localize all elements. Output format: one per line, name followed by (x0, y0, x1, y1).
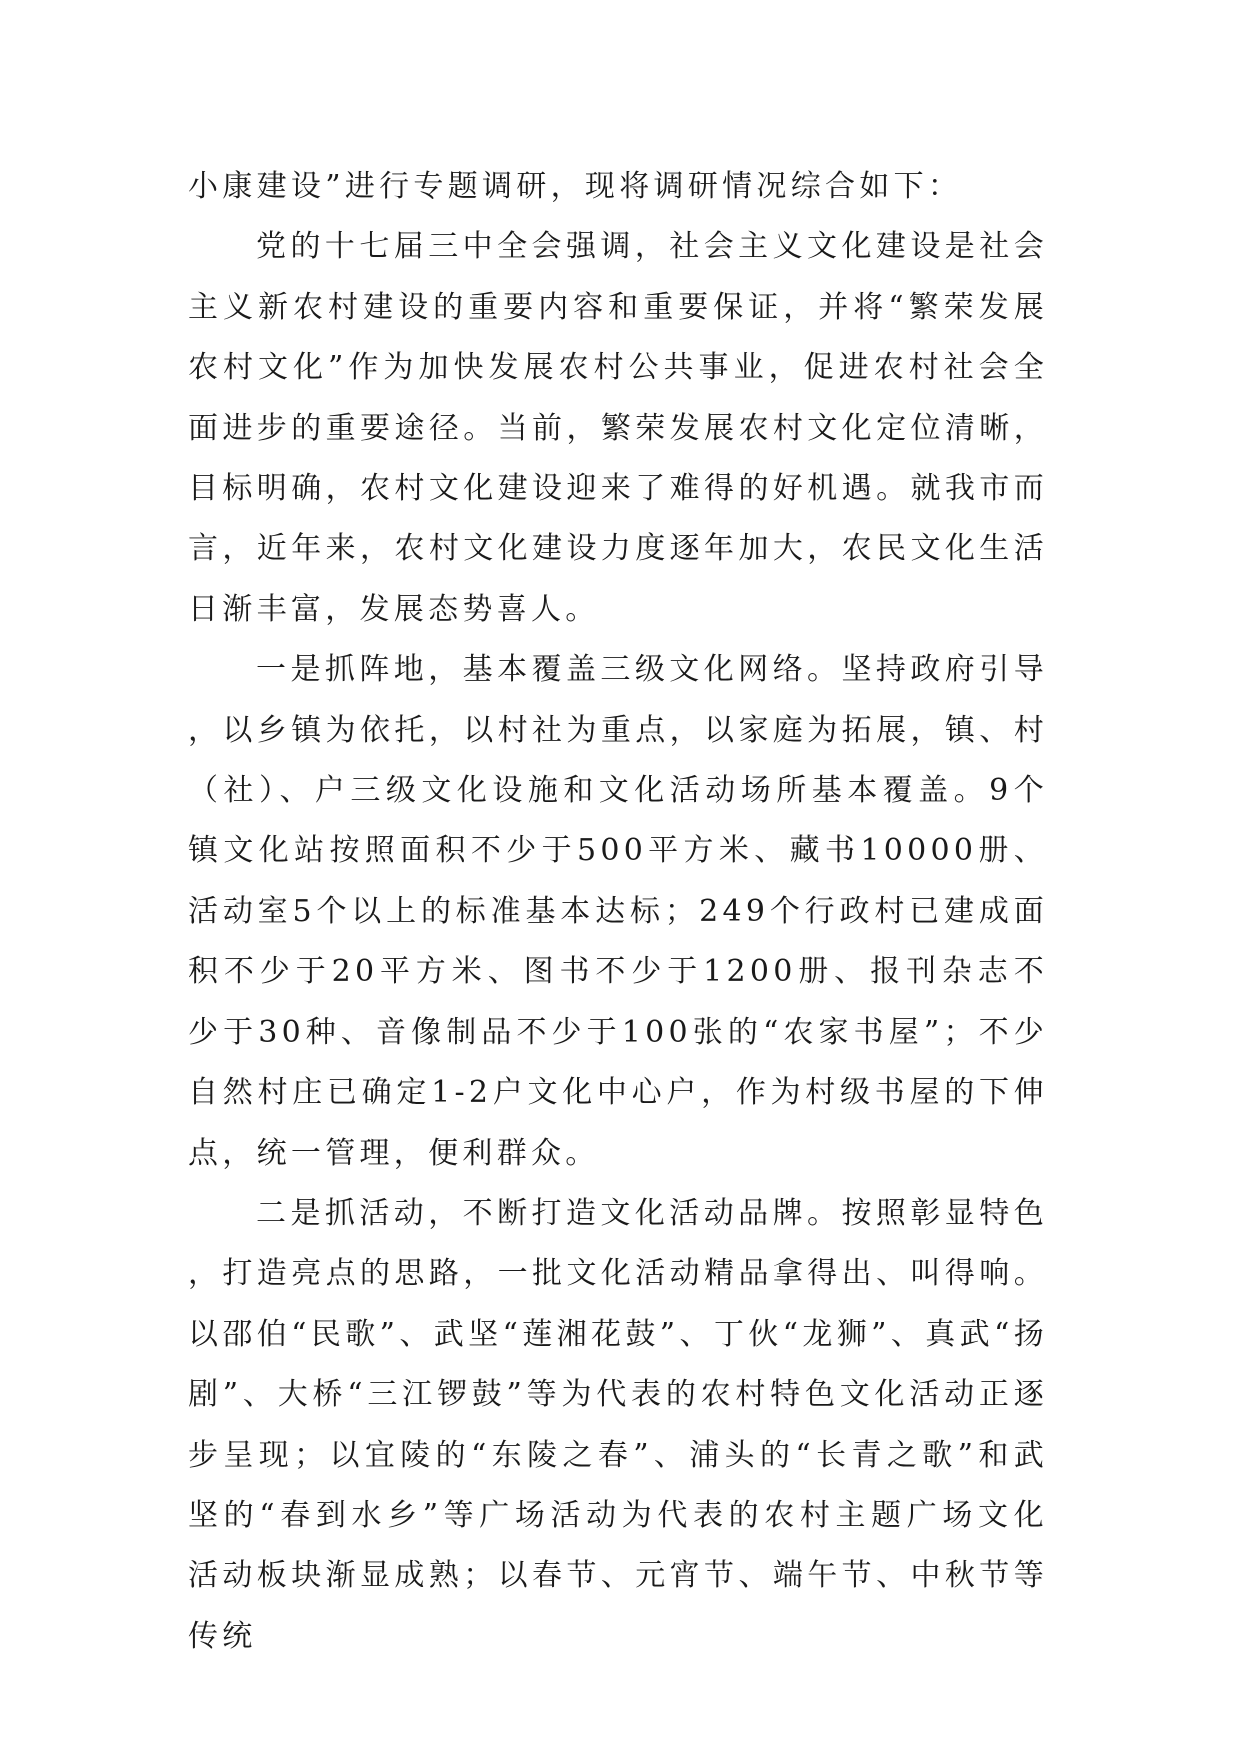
paragraph-continuation: 小康建设”进行专题调研，现将调研情况综合如下： (188, 169, 963, 204)
paragraph-point-two: 二是抓活动，不断打造文化活动品牌。按照彰显特色，打造亮点的思路，一批文化活动精品拿得出、叫得响。以邵伯“民歌”、武坚“莲湘花鼓”、丁伙“龙狮”、真武“扬剧”、大桥“三江锣鼓”等为代表的农村特色文化活动正逐步呈现；以宜陵的“东陵之春”、浦头的“长青之歌”和武坚的“春到水乡”等广场活动为代表的农村主题广场文化活动板块渐显成熟；以春节、元宵节、端午节、中秋节等传统 (188, 1195, 1048, 1654)
paragraph-point-one: 一是抓阵地，基本覆盖三级文化网络。坚持政府引导，以乡镇为依托，以村社为重点，以家庭为拓展，镇、村（社）、户三级文化设施和文化活动场所基本覆盖。9个镇文化站按照面积不少于500平方米、藏书10000册、活动室5个以上的标准基本达标；249个行政村已建成面积不少于20平方米、图书不少于1200册、报刊杂志不少于30种、音像制品不少于100张的“农家书屋”；不少自然村庄已确定1-2户文化中心户，作为村级书屋的下伸点，统一管理，便利群众。 (188, 652, 1048, 1171)
document-body (188, 157, 1048, 1667)
paragraph-intro: 党的十七届三中全会强调，社会主义文化建设是社会主义新农村建设的重要内容和重要保证，并将“繁荣发展农村文化”作为加快发展农村公共事业，促进农村社会全面进步的重要途径。当前，繁荣发展农村文化定位清晰，目标明确，农村文化建设迎来了难得的好机遇。就我市而言，近年来，农村文化建设力度逐年加大，农民文化生活日渐丰富，发展态势喜人。 (188, 229, 1048, 627)
